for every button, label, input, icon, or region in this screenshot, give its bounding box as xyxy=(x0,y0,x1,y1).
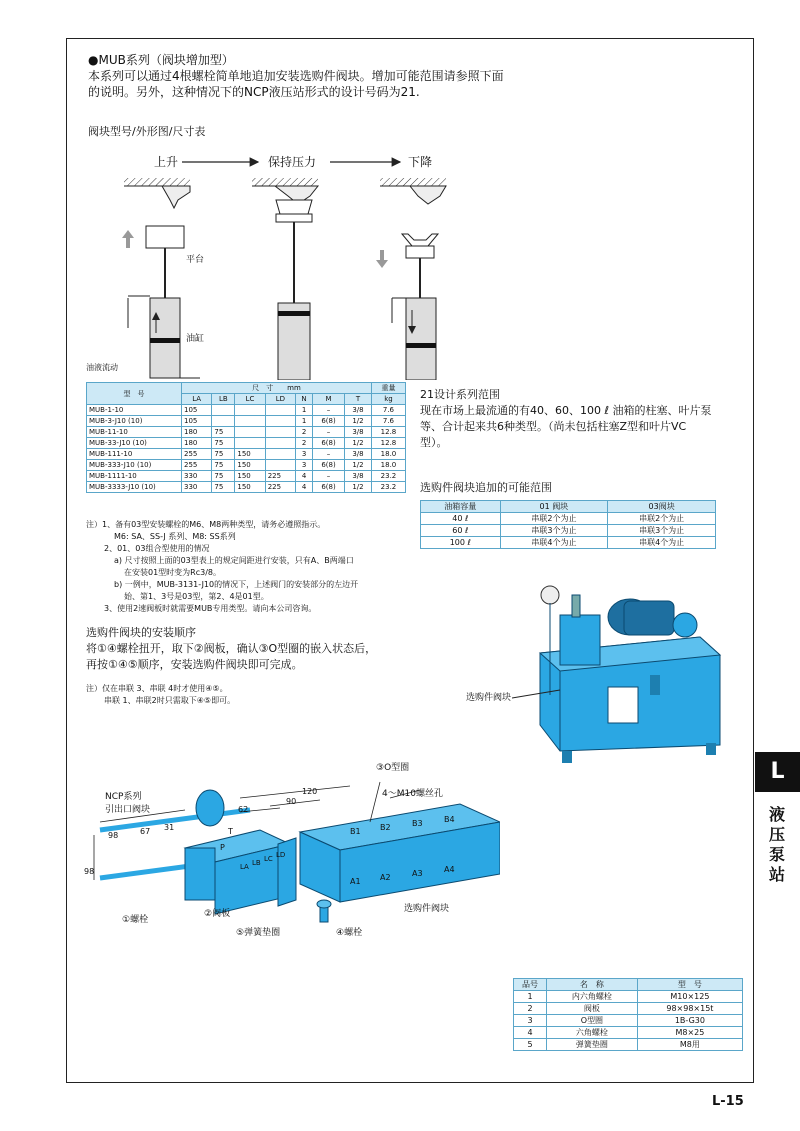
dim-col-la: LA xyxy=(182,394,212,405)
section-tab-letter: L xyxy=(755,752,800,792)
install-line-1: 将①④螺栓扭开，取下②阀板，确认③O型圈的嵌入状态后， xyxy=(86,642,377,655)
section-title: 阀块型号/外形图/尺寸表 xyxy=(88,125,206,138)
add-header-03: 03阀块 xyxy=(608,501,716,513)
label-option-block-photo: 选购件阀块 xyxy=(466,693,512,703)
table-row: 100 ℓ 串联4个为止 串联4个为止 xyxy=(421,537,716,549)
table-row: 1 内六角螺栓 M10×125 xyxy=(514,991,743,1003)
install-note-1: 注）仅在串联 3、串联 4时才使用④⑤。 xyxy=(86,684,228,693)
note-2b: b) 一例中，MUB-3131-J10的情况下，上述阀门的安装部分的左边开 xyxy=(114,580,359,589)
add-range-table xyxy=(420,500,716,549)
label-lb: LB xyxy=(252,859,261,867)
dim-98-side: 98 xyxy=(84,867,95,876)
operation-diagram xyxy=(80,148,480,380)
table-row: 40 ℓ 串联2个为止 串联2个为止 xyxy=(421,513,716,525)
range-line-3: 型）。 xyxy=(420,436,448,449)
label-bolt-4: ④螺栓 xyxy=(336,928,363,938)
note-3: 3、使用2速阀板时就需要MUB专用类型。请向本公司咨询。 xyxy=(104,604,317,613)
series-title: ●MUB系列（阀块增加型） xyxy=(88,53,234,67)
dimension-table xyxy=(86,382,406,493)
table-row: MUB-33-J10 (10) 180 75 2 6(8) 1/2 12.8 xyxy=(87,438,406,449)
note-1-detail: M6: SA、SS-J 系列、M8: SS系列 xyxy=(114,532,236,541)
dim-62: 62 xyxy=(238,805,249,814)
dim-98-top: 98 xyxy=(108,831,119,840)
install-title: 选购件阀块的安装顺序 xyxy=(86,626,196,639)
install-line-2: 再按①④⑤顺序，安装选购件阀块即可完成。 xyxy=(86,658,303,671)
note-2a-cont: 在安装01型时变为Rc3/8。 xyxy=(124,568,222,577)
hydraulic-unit-illustration xyxy=(520,575,730,765)
label-option-block: 选购件阀块 xyxy=(404,904,450,914)
parts-header-no: 品号 xyxy=(514,979,547,991)
dim-col-lb: LB xyxy=(212,394,235,405)
table-row: 60 ℓ 串联3个为止 串联3个为止 xyxy=(421,525,716,537)
dim-120: 120 xyxy=(302,787,318,796)
port-a4: A4 xyxy=(444,865,455,874)
label-cylinder: 油缸 xyxy=(186,334,205,344)
table-row: MUB-3333-J10 (10) 330 75 150 225 4 6(8) 1/2 23.2 xyxy=(87,482,406,493)
section-tab-text: 液压泵站 xyxy=(768,805,785,884)
label-bolt-holes: 4～M10螺丝孔 xyxy=(382,789,443,799)
dim-col-n: N xyxy=(296,394,313,405)
dim-31: 31 xyxy=(164,823,175,832)
dim-col-m: M xyxy=(313,394,345,405)
label-ld: LD xyxy=(276,851,286,859)
table-row: 2 阀板 98×98×15t xyxy=(514,1003,743,1015)
dim-67: 67 xyxy=(140,827,151,836)
label-la: LA xyxy=(240,863,249,871)
flow-step-raise: 上升 xyxy=(154,155,179,169)
label-oring: ③O型圈 xyxy=(376,763,410,773)
label-lc: LC xyxy=(264,855,273,863)
dim-col-kg: kg xyxy=(371,394,405,405)
table-row: MUB-11-10 180 75 2 – 3/8 12.8 xyxy=(87,427,406,438)
flow-step-hold: 保持压力 xyxy=(268,155,317,169)
parts-table xyxy=(513,978,743,1051)
add-header-capacity: 油箱容量 xyxy=(421,501,501,513)
label-washer: ⑤弹簧垫圈 xyxy=(236,928,281,938)
port-b3: B3 xyxy=(412,819,423,828)
parts-header-model: 型 号 xyxy=(637,979,742,991)
table-row: MUB-1-10 105 1 – 3/8 7.6 xyxy=(87,405,406,416)
table-row: MUB-3-J10 (10) 105 1 6(8) 1/2 7.6 xyxy=(87,416,406,427)
add-header-01: 01 阀块 xyxy=(500,501,608,513)
port-a2: A2 xyxy=(380,873,391,882)
table-row: 3 O型圈 1B-G30 xyxy=(514,1015,743,1027)
flow-step-lower: 下降 xyxy=(408,155,433,169)
intro-line-2: 的说明。另外，这种情况下的NCP液压站形式的设计号码为21. xyxy=(88,85,420,99)
label-plate: ②阀板 xyxy=(204,909,231,919)
label-bolt-1: ①螺栓 xyxy=(122,915,149,925)
range-line-1: 现在市场上最流通的有40、60、100 ℓ 油箱的柱塞、叶片泵 xyxy=(420,404,712,417)
label-oil-flow: 油液流动 xyxy=(86,363,118,372)
port-t: T xyxy=(228,827,233,836)
add-range-title: 选购件阀块追加的可能范围 xyxy=(420,481,552,494)
table-row: MUB-333-J10 (10) 255 75 150 3 6(8) 1/2 18.0 xyxy=(87,460,406,471)
table-row: MUB-1111-10 330 75 150 225 4 – 3/8 23.2 xyxy=(87,471,406,482)
label-ncp-2: 引出口阀块 xyxy=(105,805,151,815)
note-2: 2、01、03组合型使用的情况 xyxy=(104,544,210,553)
note-2b-cont: 始、第1、3号是03型，第2、4是01型。 xyxy=(124,592,269,601)
range-title: 21设计系列范围 xyxy=(420,388,500,401)
page-number: L-15 xyxy=(712,1094,744,1109)
port-p: P xyxy=(220,843,225,852)
leader-line xyxy=(512,688,562,708)
note-1: 注）1、备有03型安装螺栓的M6、M8两种类型，请务必遵照指示。 xyxy=(86,520,326,529)
label-platform: 平台 xyxy=(186,255,205,265)
port-a3: A3 xyxy=(412,869,423,878)
dim-header-model: 型 号 xyxy=(87,383,182,405)
port-b1: B1 xyxy=(350,827,361,836)
port-b2: B2 xyxy=(380,823,391,832)
table-row: 5 弹簧垫圈 M8用 xyxy=(514,1039,743,1051)
port-b4: B4 xyxy=(444,815,455,824)
intro-line-1: 本系列可以通过4根螺栓简单地追加安装选购件阀块。增加可能范围请参照下面 xyxy=(88,69,504,83)
note-2a: a) 尺寸按照上面的03型表上的规定间距进行安装，只有A、B两端口 xyxy=(114,556,354,565)
range-line-2: 等、合计起来共6种类型。（尚未包括柱塞Z型和叶片VC xyxy=(420,420,687,433)
parts-header-name: 名 称 xyxy=(547,979,638,991)
table-row: 4 六角螺栓 M8×25 xyxy=(514,1027,743,1039)
dim-header-weight: 重量 xyxy=(371,383,405,394)
dim-col-lc: LC xyxy=(235,394,265,405)
port-a1: A1 xyxy=(350,877,361,886)
install-note-2: 串联 1、串联2时只需取下④⑤即可。 xyxy=(104,696,236,705)
dim-col-t: T xyxy=(345,394,372,405)
label-ncp-1: NCP系列 xyxy=(105,792,142,802)
dim-header-dims: 尺 寸 mm xyxy=(182,383,372,394)
table-row: MUB-111-10 255 75 150 3 – 3/8 18.0 xyxy=(87,449,406,460)
dim-col-ld: LD xyxy=(265,394,295,405)
dim-90: 90 xyxy=(286,797,297,806)
